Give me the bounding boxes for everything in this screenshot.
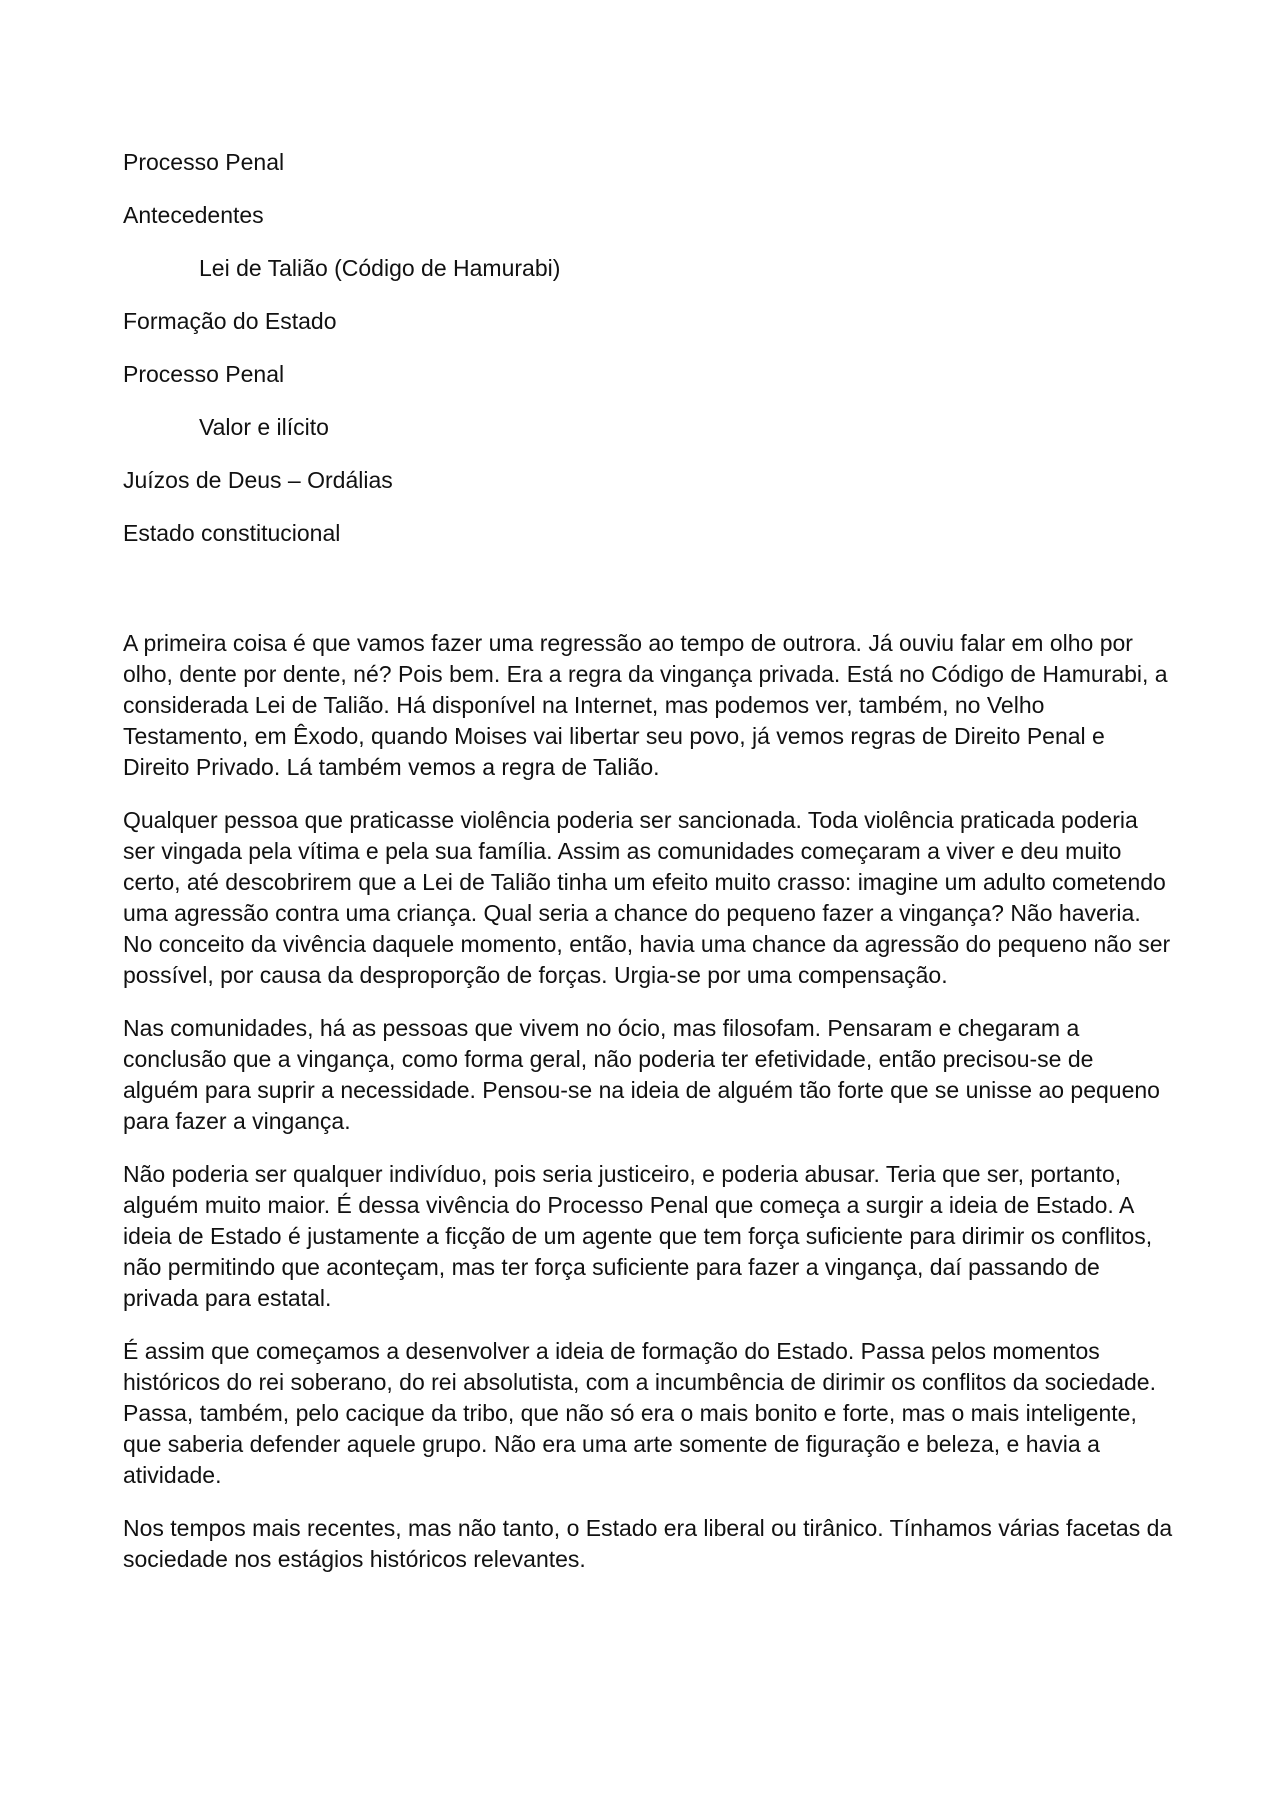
- paragraph-3: Nas comunidades, há as pessoas que vivem no ócio, mas filosofam. Pensaram e chegaram a conclusão que a vingança, como forma geral, não poderia ter efetividade, então precisou-se de alguém para suprir a necessidade. Pensou-se na ideia de alguém tão forte que se unisse ao pequeno para fazer a vingança.: [123, 1015, 1160, 1134]
- paragraph-6: Nos tempos mais recentes, mas não tanto, o Estado era liberal ou tirânico. Tínhamos várias facetas da sociedade nos estágios históricos relevantes.: [123, 1515, 1173, 1572]
- topic-outline: [123, 148, 1163, 572]
- body-text: [123, 628, 1173, 1597]
- outline-subitem-lei-de-taliao: Lei de Talião (Código de Hamurabi): [199, 255, 561, 281]
- outline-item-processo-penal-2: Processo Penal: [123, 361, 285, 387]
- outline-item-antecedentes: Antecedentes: [123, 202, 264, 228]
- paragraph-1: A primeira coisa é que vamos fazer uma regressão ao tempo de outrora. Já ouviu falar em olho por olho, dente por dente, né? Pois bem. Era a regra da vingança privada. Está no Código de Hamurabi, a considerada Lei de Talião. Há disponível na Internet, mas podemos ver, também, no Velho Testamento, em Êxodo, quando Moises vai libertar seu povo, já vemos regras de Direito Penal e Direito Privado. Lá também vemos a regra de Talião.: [123, 630, 1168, 780]
- paragraph-5: É assim que começamos a desenvolver a ideia de formação do Estado. Passa pelos momentos históricos do rei soberano, do rei absolutista, com a incumbência de dirimir os conflitos da sociedade. Passa, também, pelo cacique da tribo, que não só era o mais bonito e forte, mas o mais inteligente, que saberia defender aquele grupo. Não era uma arte somente de figuração e beleza, e havia a atividade.: [123, 1338, 1156, 1488]
- outline-item-juizos-de-deus: Juízos de Deus – Ordálias: [123, 467, 393, 493]
- outline-item-formacao-do-estado: Formação do Estado: [123, 308, 337, 334]
- paragraph-2: Qualquer pessoa que praticasse violência poderia ser sancionada. Toda violência praticada poderia ser vingada pela vítima e pela sua família. Assim as comunidades começaram a viver e deu muito certo, até descobrirem que a Lei de Talião tinha um efeito muito crasso: imagine um adulto cometendo uma agressão contra uma criança. Qual seria a chance do pequeno fazer a vingança? Não haveria. No conceito da vivência daquele momento, então, havia uma chance da agressão do pequeno não ser possível, por causa da desproporção de forças. Urgia-se por uma compensação.: [123, 807, 1171, 988]
- outline-item-estado-constitucional: Estado constitucional: [123, 520, 341, 546]
- outline-subitem-valor-e-ilicito: Valor e ilícito: [199, 414, 329, 440]
- outline-item-processo-penal: Processo Penal: [123, 149, 285, 175]
- paragraph-4: Não poderia ser qualquer indivíduo, pois seria justiceiro, e poderia abusar. Teria que ser, portanto, alguém muito maior. É dessa vivência do Processo Penal que começa a surgir a ideia de Estado. A ideia de Estado é justamente a ficção de um agente que tem força suficiente para dirimir os conflitos, não permitindo que aconteçam, mas ter força suficiente para fazer a vingança, daí passando de privada para estatal.: [123, 1161, 1153, 1311]
